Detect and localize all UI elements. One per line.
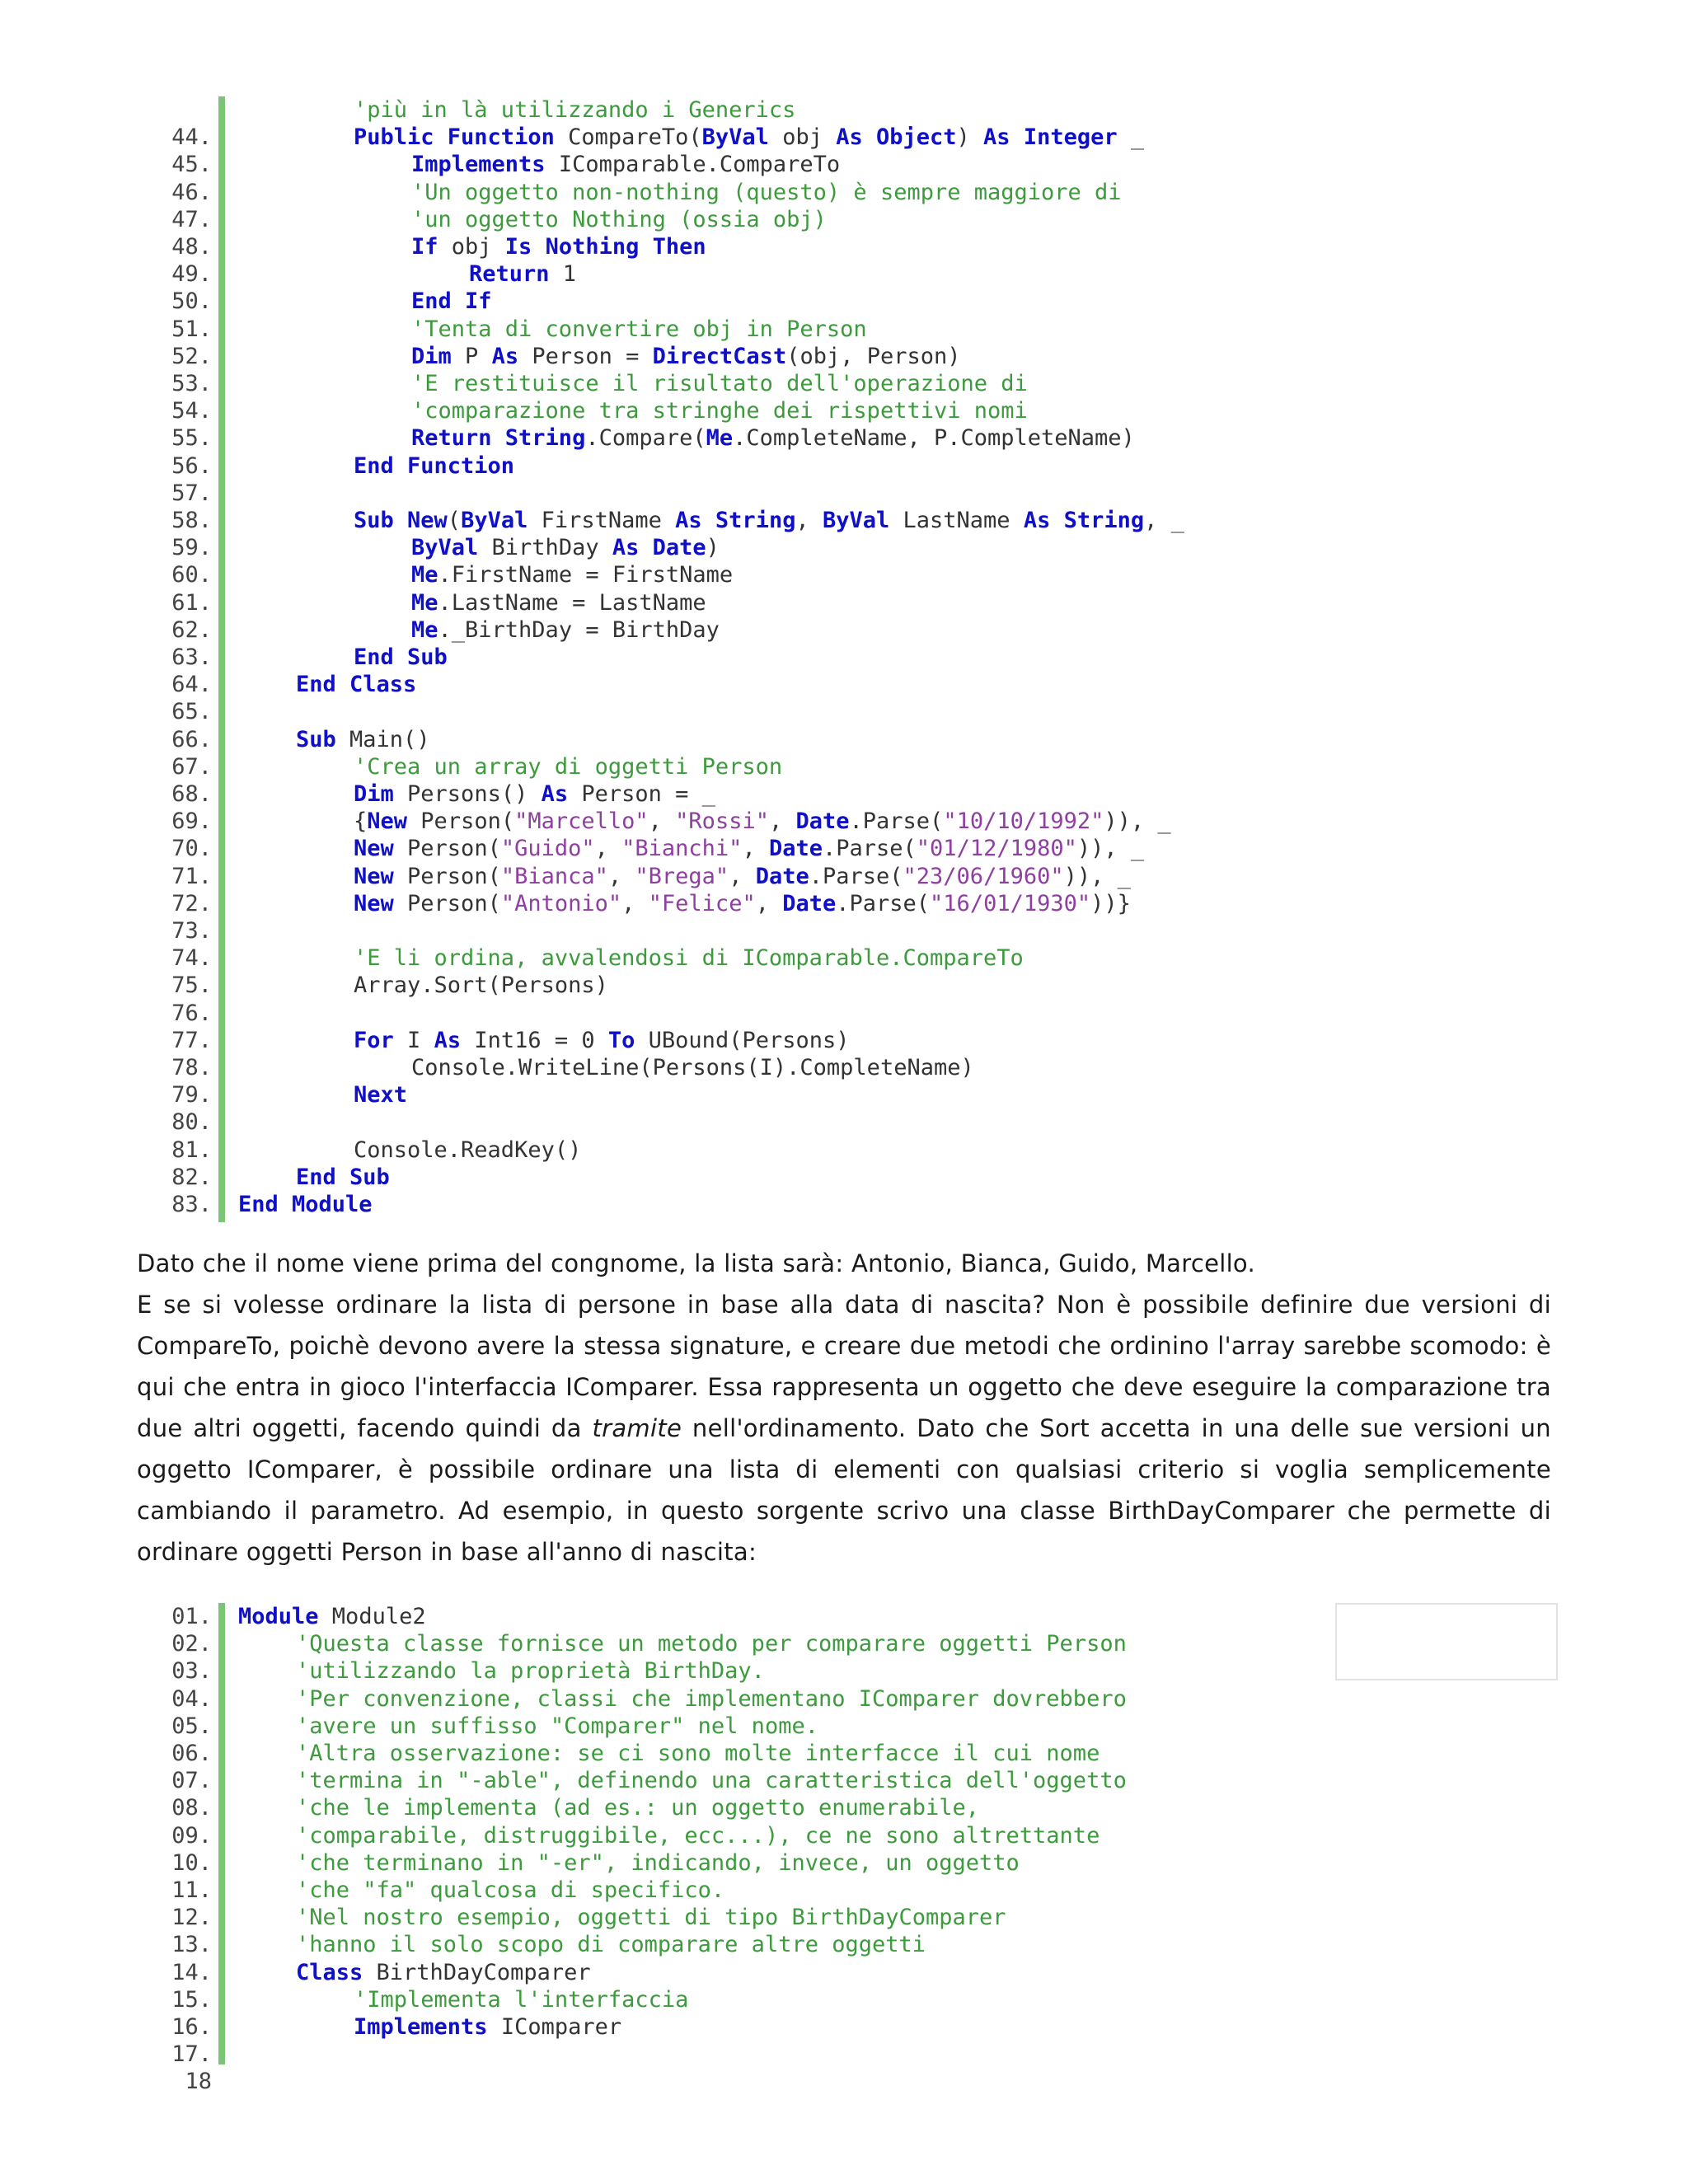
code-comment: 'comparabile, distruggibile, ecc...), ce ne sono altrettante [296,1822,1100,1849]
code-keyword: Implements [411,152,546,178]
code-token: Console.ReadKey() [354,1137,582,1163]
line-number: 47. [171,206,212,232]
code-token: , [729,863,756,889]
code-token: (obj, Person) [786,343,961,369]
code-token: BirthDay [478,535,612,561]
code-comment: 'hanno il solo scopo di comparare altre oggetti [296,1932,926,1958]
code-text [354,890,1131,917]
code-text [238,1603,426,1630]
code-comment: 'Nel nostro esempio, oggetti di tipo BirthDayComparer [296,1905,1006,1931]
code-keyword: For [354,1027,394,1053]
code-token: Person( [393,890,501,916]
code-text [354,644,448,671]
code-keyword: If [411,234,438,260]
code-text [354,96,795,124]
code-text [469,260,576,288]
code-keyword: Next [354,1082,408,1108]
line-number: 74. [171,945,212,972]
code-text [411,343,961,370]
line-number: 77. [171,1027,212,1053]
code-keyword: End Module [238,1192,373,1217]
code-comment: 'Questa classe fornisce un metodo per comparare oggetti Person [296,1631,1127,1657]
code-text [296,1822,1100,1849]
code-token: CompareTo( [554,124,702,151]
code-text [411,288,492,315]
line-number: 63. [171,644,212,670]
code-token: ._BirthDay = BirthDay [438,616,720,643]
code-keyword: To [607,1027,635,1053]
code-text [411,151,840,178]
code-text [411,370,1028,397]
line-number: 11. [171,1877,212,1903]
code-keyword: ByVal [701,124,769,151]
code-comment: 'Crea un array di oggetti Person [354,753,783,780]
code-token: Module2 [318,1604,426,1629]
code-text [411,534,720,561]
code-string: "Antonio" [500,890,622,916]
line-number: 83. [171,1192,212,1217]
line-number: 14. [171,1959,212,1985]
code-text [354,452,514,480]
code-text [354,124,1144,151]
code-text [411,589,706,616]
line-number: 48. [171,234,212,260]
code-keyword: End Class [296,672,417,698]
code-text [296,1877,724,1904]
code-text [411,206,827,233]
code-keyword: End If [411,288,492,315]
line-number: 01. [171,1604,212,1629]
code-text [296,1794,979,1821]
code-comment: 'comparazione tra stringhe dei rispettivi nomi [411,398,1028,424]
line-number: 79. [171,1082,212,1108]
line-number: 62. [171,616,212,643]
code-comment: 'che terminano in "-er", indicando, invece, un oggetto [296,1849,1020,1876]
code-text [354,808,1171,835]
code-string: "16/01/1930" [930,890,1091,916]
emphasis-word: tramite [592,1414,682,1442]
code-keyword: ByVal [822,508,890,533]
code-keyword: As [541,781,569,807]
line-number: 08. [171,1795,212,1821]
code-keyword: ByVal [461,508,528,533]
empty-box [1335,1603,1558,1680]
code-token: .Parse( [836,890,931,916]
code-token: Person( [407,808,515,835]
code-comment: 'che le implementa (ad es.: un oggetto enumerabile, [296,1795,980,1821]
code-token: I [393,1027,434,1053]
code-keyword: As [491,343,519,369]
code-text [354,507,1184,534]
line-number: 18 [185,2069,212,2095]
line-number: 66. [171,726,212,752]
code-token: Person( [393,836,501,862]
line-number: 81. [171,1137,212,1163]
line-number: 15. [171,1986,212,2013]
code-keyword: Class [296,1959,363,1985]
code-keyword: Date [782,890,837,916]
line-number: 64. [171,672,212,698]
code-keyword: ByVal [411,535,479,561]
line-number: 70. [171,836,212,862]
paragraph-text: E se si volesse ordinare la lista di persone in base alla data di nascita? Non è possibile definire due versioni di CompareTo, poichè devono avere la stessa signature, e creare due metodi che ordinino l'array sarebbe scomodo: è qui che entra in gioco l'interfaccia IComparer. Essa rappresenta un oggetto che deve eseguire la comparazione tra due altri oggetti, facendo quindi da [137,1291,1551,1442]
code-token: )), _ [1076,836,1145,862]
line-number: 69. [171,808,212,835]
code-string: "Marcello" [514,808,649,835]
code-token: obj [768,124,837,151]
code-token: .LastName = LastName [438,589,706,616]
code-comment: 'Altra osservazione: se ci sono molte interfacce il cui nome [296,1741,1100,1766]
code-token: obj [438,234,505,260]
code-keyword: Date [795,808,850,835]
code-text [296,1657,765,1685]
code-comment: 'termina in "-able", definendo una caratteristica dell'oggetto [296,1768,1127,1794]
line-number: 58. [171,508,212,533]
code-comment: 'Tenta di convertire obj in Person [411,316,867,342]
code-keyword: New [354,863,394,889]
code-text [411,397,1028,424]
code-comment: 'più in là utilizzando i Generics [354,97,796,123]
code-keyword: As String [1023,508,1145,533]
code-token: , [648,808,676,835]
code-text [354,2013,621,2041]
code-token: P [451,343,492,369]
code-text [296,671,416,698]
code-keyword: Is Nothing Then [504,234,706,260]
line-number: 53. [171,371,212,396]
code-keyword: Sub New [354,508,448,533]
code-token: ) [706,535,720,561]
line-number: 71. [171,863,212,889]
code-token: .FirstName = FirstName [438,562,734,588]
code-text [296,1904,1006,1931]
code-keyword: Return String [411,425,586,452]
code-string: "01/12/1980" [916,836,1077,862]
code-keyword: Date [755,863,809,889]
code-token: BirthDayComparer [363,1959,591,1985]
code-token: .Parse( [809,863,903,889]
paragraph-icomparer-intro [137,1284,1551,1572]
code-token: FirstName [528,508,676,533]
code-keyword: Sub [296,726,336,752]
code-text [296,1630,1127,1657]
code-text [354,780,715,808]
code-token: .Parse( [823,836,917,862]
line-number: 72. [171,890,212,916]
line-number: 67. [171,753,212,780]
code-text [411,1054,974,1081]
code-string: "23/06/1960" [903,863,1064,889]
line-number: 12. [171,1905,212,1931]
code-text [411,424,1135,452]
code-text [411,179,1122,206]
code-text [354,1986,688,2013]
line-number: 49. [171,261,212,288]
code-token: Person( [393,863,501,889]
code-keyword: End Sub [296,1164,390,1190]
code-token: Int16 = 0 [461,1027,608,1053]
code-token: , [795,508,823,533]
code-text [354,972,608,999]
code-comment: 'Un oggetto non-nothing (questo) è sempre maggiore di [411,179,1122,205]
line-number: 04. [171,1685,212,1712]
code-keyword: Me [411,589,438,616]
code-text [354,944,1024,972]
code-token: IComparable.CompareTo [545,152,841,178]
code-keyword: New [354,890,394,916]
code-text [296,1164,390,1191]
code-text [354,1027,850,1054]
code-text [411,561,733,588]
line-number: 46. [171,179,212,205]
code-token: 1 [549,261,577,288]
code-keyword: Module [238,1604,319,1629]
line-number: 60. [171,562,212,588]
code-text [296,1740,1100,1767]
line-number: 52. [171,343,212,369]
line-number: 65. [171,699,212,725]
line-number: 05. [171,1713,212,1739]
line-number: 59. [171,535,212,561]
code-string: "Brega" [635,863,729,889]
code-text [354,835,1144,862]
code-comment: 'un oggetto Nothing (ossia obj) [411,206,827,232]
code-text [296,1959,591,1986]
code-string: "10/10/1992" [943,808,1104,835]
code-text [296,1849,1020,1877]
code-token: { [354,808,368,835]
line-number: 75. [171,972,212,999]
code-token: _ [1117,124,1145,151]
code-token: ))} [1090,890,1131,916]
code-text [296,1713,818,1740]
code-comment: 'E li ordina, avvalendosi di IComparable.CompareTo [354,945,1024,972]
body-text [137,1243,1551,1572]
paragraph-text: nell'ordinamento. Dato che Sort accetta in una delle sue versioni un oggetto IComparer, è possibile ordinare una lista di elementi con qualsiasi criterio si voglia semplicemente cambiando il parametro. Ad esempio, in questo sorgente scrivo una classe BirthDayComparer che permette di ordinare oggetti Person in base all'anno di nascita: [137,1414,1551,1566]
code-token: , [594,836,622,862]
code-keyword: Date [768,836,823,862]
code-keyword: Implements [354,2014,488,2040]
code-keyword: End Sub [354,644,448,670]
code-text [354,863,1131,890]
code-keyword: As String [675,508,796,533]
code-token: , [621,890,649,916]
code-string: "Bianca" [500,863,608,889]
line-number: 82. [171,1164,212,1190]
code-token: )), _ [1063,863,1131,889]
line-number: 44. [171,124,212,151]
code-token: Person = _ [568,781,715,807]
code-keyword: As [434,1027,462,1053]
code-text [354,1081,407,1108]
code-token: UBound(Persons) [635,1027,850,1053]
code-string: "Rossi" [675,808,769,835]
line-number: 10. [171,1849,212,1876]
code-keyword: New [354,836,394,862]
line-number: 76. [171,1000,212,1026]
code-string: "Guido" [500,836,595,862]
line-number: 54. [171,398,212,424]
line-number: 06. [171,1741,212,1766]
code-text [238,1191,373,1218]
line-number: 55. [171,425,212,452]
code-keyword: End Function [354,452,515,479]
code-text [354,753,782,780]
code-text [354,1137,581,1164]
line-number: 17. [171,2041,212,2068]
line-number: 13. [171,1932,212,1958]
code-keyword: Me [411,616,438,643]
code-text [296,1685,1127,1713]
line-number: 61. [171,589,212,616]
paragraph-sort-result: Dato che il nome viene prima del congnome, la lista sarà: Antonio, Bianca, Guido, Marcello. [137,1249,1255,1277]
code-token: Persons() [393,781,542,807]
code-keyword: Dim [411,343,452,369]
code-token: , [755,890,783,916]
line-number: 03. [171,1658,212,1685]
code-keyword: Public Function [354,124,555,151]
line-number: 73. [171,918,212,944]
code-token: )), _ [1104,808,1171,835]
line-number: 45. [171,152,212,178]
code-string: "Felice" [648,890,756,916]
code-token: IComparer [487,2014,622,2040]
code-keyword: Me [411,562,438,588]
code-text [296,1931,926,1958]
code-token: Person = [518,343,653,369]
line-number: 07. [171,1768,212,1794]
code-text [296,1767,1127,1794]
code-gutter-bar [218,1603,225,2064]
line-number: 09. [171,1822,212,1849]
code-token: ) [956,124,984,151]
code-comment: 'utilizzando la proprietà BirthDay. [296,1658,765,1685]
code-comment: 'avere un suffisso "Comparer" nel nome. [296,1713,818,1739]
code-comment: 'E restituisce il risultato dell'operazione di [411,371,1028,396]
line-number: 16. [171,2014,212,2040]
line-number: 68. [171,781,212,807]
line-number: 80. [171,1109,212,1136]
line-number: 51. [171,316,212,342]
code-token: .Compare( [585,425,706,452]
code-token: , _ [1144,508,1184,533]
code-string: "Bianchi" [621,836,743,862]
code-keyword: New [367,808,408,835]
line-number: 50. [171,288,212,315]
code-text [411,233,706,260]
code-comment: 'Per convenzione, classi che implementano IComparer dovrebbero [296,1685,1127,1712]
code-token: Console.WriteLine(Persons(I).CompleteName) [411,1055,974,1080]
code-token: ( [447,508,462,533]
code-text [296,726,430,753]
code-keyword: Me [706,425,734,452]
code-keyword: DirectCast [652,343,787,369]
line-number: 02. [171,1631,212,1657]
code-token: , [607,863,635,889]
line-number: 78. [171,1055,212,1080]
code-keyword: As Integer [983,124,1118,151]
code-token: LastName [889,508,1024,533]
code-token: .CompleteName, P.CompleteName) [733,425,1135,452]
code-token: .Parse( [849,808,944,835]
code-keyword: As Date [612,535,706,561]
code-token: Array.Sort(Persons) [354,972,608,999]
code-keyword: As Object [836,124,957,151]
line-number: 56. [171,452,212,479]
code-keyword: Dim [354,781,394,807]
code-comment: 'Implementa l'interfaccia [354,1986,689,2013]
code-gutter-bar [218,96,225,1222]
code-token: , [768,808,796,835]
code-text [411,616,720,644]
code-keyword: Return [469,261,550,288]
code-token: , [742,836,769,862]
code-text [411,316,867,343]
code-token: Main() [335,726,430,752]
line-number: 57. [171,480,212,506]
code-comment: 'che "fa" qualcosa di specifico. [296,1877,725,1903]
